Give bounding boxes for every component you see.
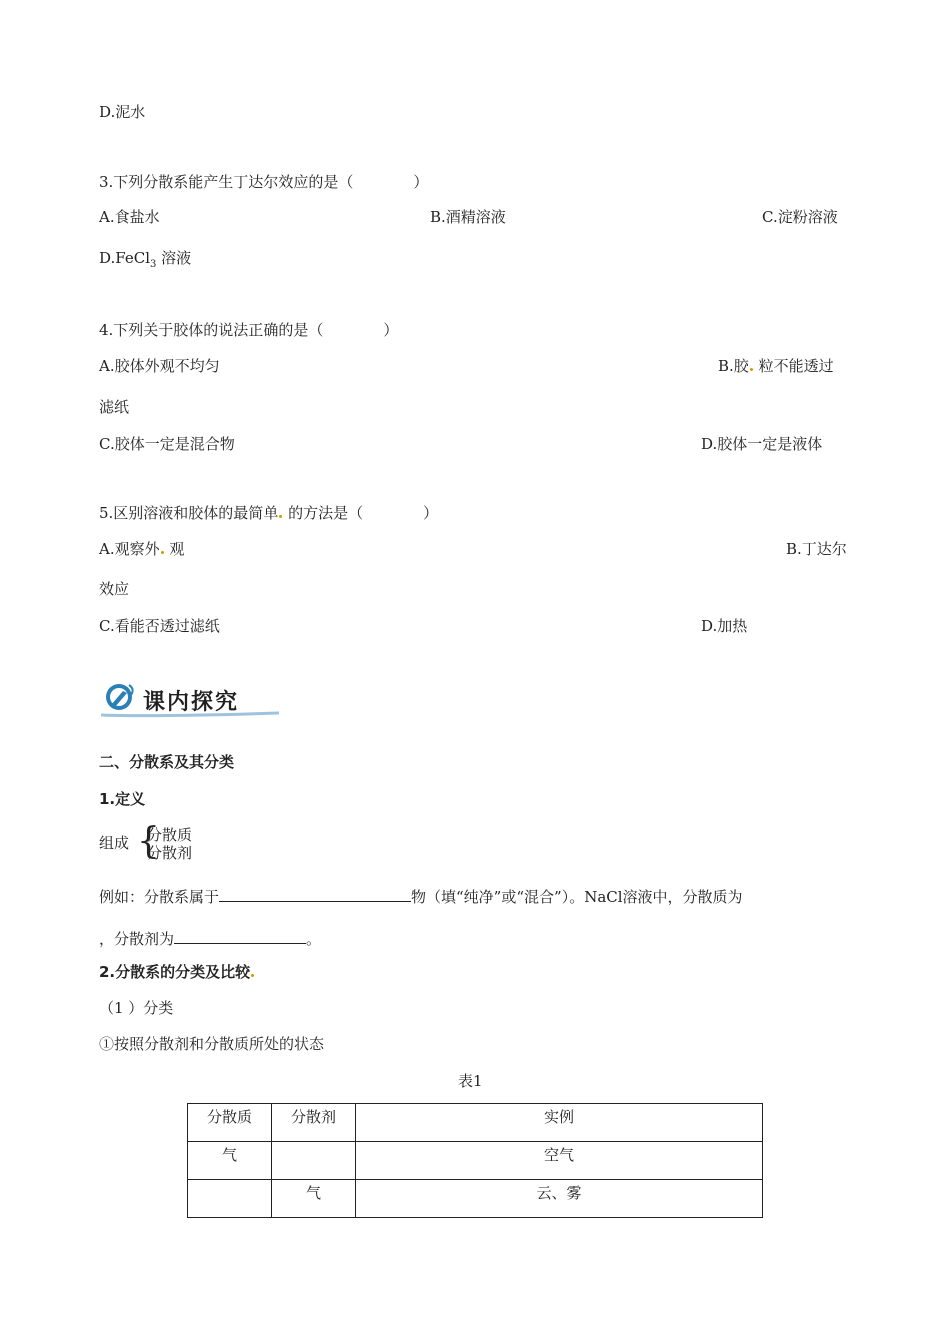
q3-option-d-suffix: 溶液 — [156, 249, 192, 267]
q4-stem: 4.下列关于胶体的说法正确的是（ ） — [99, 321, 399, 339]
composition-item: 分散剂 — [147, 844, 193, 862]
example-text-1: 例如：分散系属于 — [99, 888, 220, 906]
table-header-cell: 分散质 — [188, 1104, 272, 1142]
q3-option-b: B.酒精溶液 — [430, 208, 506, 226]
highlight-dot — [279, 515, 282, 518]
answer-blank-1[interactable] — [219, 885, 411, 902]
q3-stem: 3.下列分散系能产生丁达尔效应的是（ ） — [99, 173, 429, 191]
example-text-4: 。 — [306, 930, 322, 948]
q3-option-a: A.食盐水 — [99, 208, 160, 226]
q5-stem — [99, 503, 438, 523]
q5-option-b: B.丁达尔 — [786, 540, 847, 558]
q5-option-c: C.看能否透过滤纸 — [99, 617, 220, 635]
example-text-2: 物（填“纯净”或“混合”）。NaCl溶液中，分散质为 — [411, 888, 743, 906]
highlight-dot — [251, 974, 254, 977]
table-cell — [188, 1180, 272, 1218]
classification-title — [99, 962, 255, 982]
q5-option-a-part1: A.观察外 — [99, 540, 160, 558]
q4-option-b-part2: 粒不能透过 — [753, 357, 834, 375]
answer-blank-2[interactable] — [174, 927, 306, 944]
table-row — [188, 1180, 763, 1218]
q3-option-d-subscript: 3 — [150, 259, 157, 270]
table-row — [188, 1142, 763, 1180]
table-1 — [187, 1103, 763, 1218]
subsection-1: （1 ）分类 — [99, 999, 174, 1017]
banner-title: 课内探究 — [143, 690, 240, 715]
q5-stem-part2: 的方法是（ ） — [283, 504, 439, 522]
composition-label: 组成 — [99, 834, 130, 852]
q3-option-d-prefix: D.FeCl — [99, 249, 150, 267]
q2-option-d: D.泥水 — [99, 103, 146, 121]
table-cell: 气 — [272, 1180, 356, 1218]
composition-item: 分散质 — [147, 826, 193, 844]
table-cell: 气 — [188, 1142, 272, 1180]
q3-option-d — [99, 248, 191, 275]
example-line-2 — [99, 927, 321, 949]
example-line — [99, 885, 743, 907]
table-header-cell: 分散剂 — [272, 1104, 356, 1142]
table-caption: 表1 — [458, 1072, 483, 1090]
q3-option-c: C.淀粉溶液 — [762, 208, 838, 226]
brace-icon: { — [137, 821, 160, 862]
highlight-dot — [161, 551, 164, 554]
table-cell: 云、雾 — [356, 1180, 763, 1218]
classification-title-text: 2.分散系的分类及比较 — [99, 963, 251, 981]
highlight-dot — [750, 368, 753, 371]
q5-option-a — [99, 539, 184, 559]
q4-option-c: C.胶体一定是混合物 — [99, 435, 235, 453]
q4-option-b-part1: B.胶 — [718, 357, 749, 375]
section-heading: 二、分散系及其分类 — [99, 753, 235, 771]
example-text-3: ，分散剂为 — [99, 930, 175, 948]
table-cell: 空气 — [356, 1142, 763, 1180]
section-banner — [99, 679, 281, 719]
definition-title: 1.定义 — [99, 790, 146, 808]
q4-option-b-wrap: 滤纸 — [99, 398, 130, 416]
q5-stem-part1: 5.区别溶液和胶体的最简单 — [99, 504, 279, 522]
table-cell — [272, 1142, 356, 1180]
q5-option-a-part2: 观 — [164, 540, 185, 558]
q4-option-d: D.胶体一定是液体 — [701, 435, 823, 453]
q4-option-a: A.胶体外观不均匀 — [99, 357, 220, 375]
q5-option-b-wrap: 效应 — [99, 580, 130, 598]
table-header-row — [188, 1104, 763, 1142]
q5-option-d: D.加热 — [701, 617, 748, 635]
q4-option-b — [718, 356, 834, 376]
subsection-1a: ①按照分散剂和分散质所处的状态 — [99, 1035, 325, 1053]
table-header-cell: 实例 — [356, 1104, 763, 1142]
